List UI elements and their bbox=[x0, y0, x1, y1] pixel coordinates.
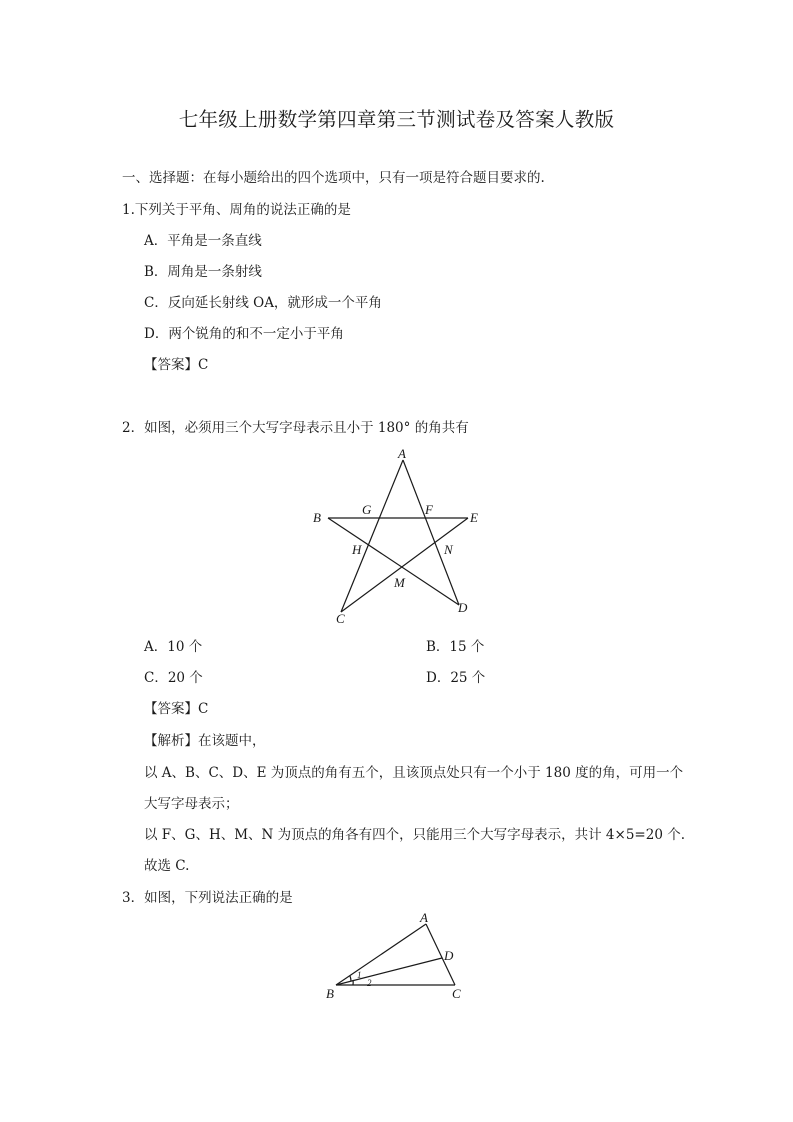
angle-1-arc bbox=[350, 976, 351, 981]
label-m: M bbox=[394, 575, 405, 590]
q2-analysis-line-5: 故选 C. bbox=[144, 858, 190, 874]
label-c: C bbox=[336, 611, 345, 626]
label-c: C bbox=[452, 986, 461, 1001]
label-e: E bbox=[470, 510, 478, 525]
q1-stem: 1.下列关于平角、周角的说法正确的是 bbox=[122, 202, 351, 218]
q2-analysis-line-4: 以 F、G、H、M、N 为顶点的角各有四个，只能用三个大写字母表示，共计 4×5=20 个. bbox=[144, 827, 685, 843]
triangle-figure bbox=[320, 905, 480, 1005]
star-figure bbox=[300, 440, 500, 630]
label-b: B bbox=[313, 510, 321, 525]
q1-option-b: B．周角是一条射线 bbox=[144, 264, 262, 280]
label-h: H bbox=[352, 542, 362, 557]
label-f: F bbox=[425, 502, 433, 517]
q2-analysis-line-2: 以 A、B、C、D、E 为顶点的角有五个，且该顶点处只有一个小于 180 度的角，可用一个 bbox=[144, 765, 684, 781]
q2-analysis-line-1: 【解析】在该题中， bbox=[144, 733, 266, 749]
q2-answer: 【答案】C bbox=[144, 701, 209, 717]
q2-option-a: A．10 个 bbox=[144, 639, 203, 655]
star-edge-bd bbox=[328, 518, 459, 605]
q1-option-c: C．反向延长射线 OA，就形成一个平角 bbox=[144, 295, 382, 311]
label-n: N bbox=[444, 542, 453, 557]
q1-answer: 【答案】C bbox=[144, 357, 209, 373]
label-d: D bbox=[458, 600, 468, 615]
label-b: B bbox=[326, 986, 334, 1001]
star-edge-ad bbox=[403, 460, 459, 605]
angle-label-1: 1 bbox=[357, 970, 362, 980]
label-a: A bbox=[420, 910, 428, 925]
tri-edge-bd bbox=[336, 958, 442, 985]
q3-stem: 3．如图，下列说法正确的是 bbox=[122, 890, 293, 906]
label-d: D bbox=[444, 948, 454, 963]
angle-label-2: 2 bbox=[367, 978, 372, 988]
q2-option-b: B．15 个 bbox=[426, 639, 485, 655]
label-g: G bbox=[362, 502, 372, 517]
q1-option-a: A．平角是一条直线 bbox=[144, 233, 262, 249]
page-title: 七年级上册数学第四章第三节测试卷及答案人教版 bbox=[178, 108, 615, 131]
q2-analysis-line-3: 大写字母表示； bbox=[144, 796, 239, 812]
q2-stem: 2．如图，必须用三个大写字母表示且小于 180° 的角共有 bbox=[122, 420, 469, 436]
section-heading: 一、选择题：在每小题给出的四个选项中，只有一项是符合题目要求的. bbox=[122, 170, 545, 186]
q2-option-c: C．20 个 bbox=[144, 670, 203, 686]
tri-edge-ba bbox=[336, 924, 426, 985]
q2-option-d: D．25 个 bbox=[426, 670, 486, 686]
label-a: A bbox=[398, 446, 406, 461]
q1-option-d: D．两个锐角的和不一定小于平角 bbox=[144, 326, 344, 342]
